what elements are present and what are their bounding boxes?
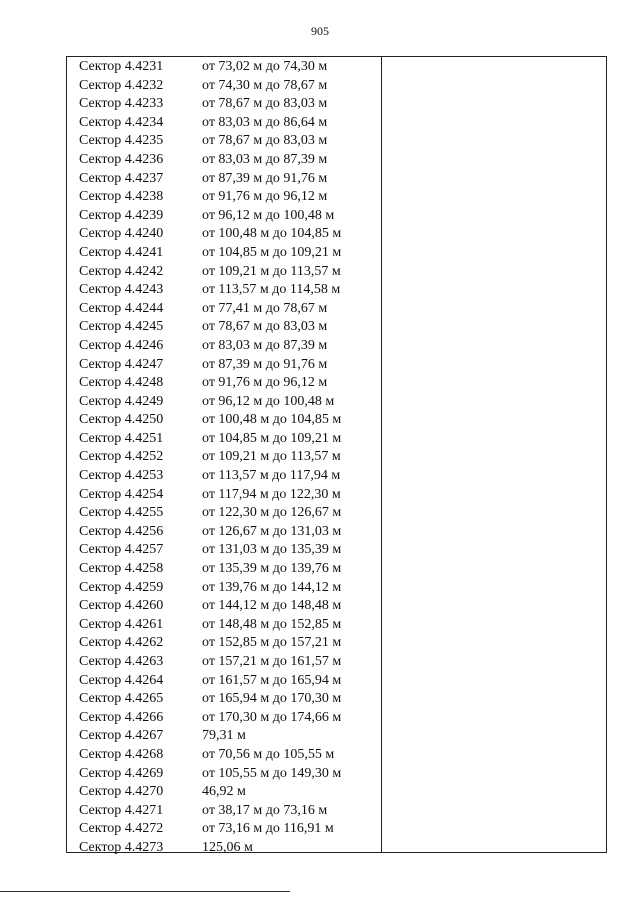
sector-range: от 73,16 м до 116,91 м xyxy=(202,821,334,837)
sector-label: Сектор 4.4272 xyxy=(79,821,164,837)
sector-range: от 131,03 м до 135,39 м xyxy=(202,542,342,558)
table-row xyxy=(67,765,381,784)
table-row xyxy=(67,300,381,319)
sector-range: от 161,57 м до 165,94 м xyxy=(202,672,342,688)
table-row xyxy=(67,560,381,579)
table-row xyxy=(67,132,381,151)
sector-label: Сектор 4.4255 xyxy=(79,505,164,521)
sector-range: от 170,30 м до 174,66 м xyxy=(202,709,342,725)
table-row xyxy=(67,709,381,728)
table-row xyxy=(67,430,381,449)
sector-range: от 78,67 м до 83,03 м xyxy=(202,319,328,335)
table-row xyxy=(67,151,381,170)
table-row xyxy=(67,95,381,114)
sector-label: Сектор 4.4252 xyxy=(79,449,164,465)
sector-label: Сектор 4.4242 xyxy=(79,263,164,279)
sector-label: Сектор 4.4259 xyxy=(79,579,164,595)
sector-range: 79,31 м xyxy=(202,728,246,744)
table-row xyxy=(67,170,381,189)
sector-range: от 122,30 м до 126,67 м xyxy=(202,505,342,521)
sector-label: Сектор 4.4269 xyxy=(79,765,164,781)
sector-range: от 96,12 м до 100,48 м xyxy=(202,393,335,409)
sector-table xyxy=(66,56,607,853)
sector-label: Сектор 4.4241 xyxy=(79,244,164,260)
sector-range: от 139,76 м до 144,12 м xyxy=(202,579,342,595)
sector-label: Сектор 4.4233 xyxy=(79,96,164,112)
table-row xyxy=(67,411,381,430)
sector-range: от 91,76 м до 96,12 м xyxy=(202,189,328,205)
empty-right-column xyxy=(382,57,606,852)
sector-range: от 135,39 м до 139,76 м xyxy=(202,561,342,577)
sector-range: от 73,02 м до 74,30 м xyxy=(202,59,328,74)
sector-range: от 78,67 м до 83,03 м xyxy=(202,133,328,149)
sector-label: Сектор 4.4273 xyxy=(79,839,164,855)
sector-range: от 105,55 м до 149,30 м xyxy=(202,765,342,781)
sector-label: Сектор 4.4267 xyxy=(79,728,164,744)
sector-label: Сектор 4.4270 xyxy=(79,784,164,800)
sector-range: 46,92 м xyxy=(202,784,246,800)
sector-label: Сектор 4.4237 xyxy=(79,170,164,186)
table-row xyxy=(67,58,381,77)
sector-label: Сектор 4.4262 xyxy=(79,635,164,651)
sector-label: Сектор 4.4271 xyxy=(79,802,164,818)
sector-label: Сектор 4.4256 xyxy=(79,523,164,539)
sector-label: Сектор 4.4261 xyxy=(79,616,164,632)
sector-label: Сектор 4.4253 xyxy=(79,468,164,484)
table-row xyxy=(67,616,381,635)
sector-label: Сектор 4.4254 xyxy=(79,486,164,502)
sector-label: Сектор 4.4250 xyxy=(79,412,164,428)
sector-label: Сектор 4.4258 xyxy=(79,561,164,577)
sector-label: Сектор 4.4247 xyxy=(79,356,164,372)
sector-range: от 104,85 м до 109,21 м xyxy=(202,430,342,446)
table-row xyxy=(67,263,381,282)
sector-range: от 100,48 м до 104,85 м xyxy=(202,412,342,428)
sector-label: Сектор 4.4257 xyxy=(79,542,164,558)
sector-label: Сектор 4.4236 xyxy=(79,151,164,167)
sector-label: Сектор 4.4235 xyxy=(79,133,164,149)
sector-label: Сектор 4.4264 xyxy=(79,672,164,688)
sector-range: от 144,12 м до 148,48 м xyxy=(202,598,342,614)
sector-label: Сектор 4.4240 xyxy=(79,226,164,242)
sector-range: от 78,67 м до 83,03 м xyxy=(202,96,328,112)
sector-label: Сектор 4.4265 xyxy=(79,691,164,707)
sector-range: от 157,21 м до 161,57 м xyxy=(202,654,342,669)
table-row xyxy=(67,337,381,356)
sector-range: от 113,57 м до 117,94 м xyxy=(202,468,341,484)
table-row xyxy=(67,523,381,542)
table-row xyxy=(67,839,381,858)
sector-label: Сектор 4.4243 xyxy=(79,282,164,298)
sector-label: Сектор 4.4238 xyxy=(79,189,164,205)
table-row xyxy=(67,746,381,765)
sector-range: от 70,56 м до 105,55 м xyxy=(202,746,335,762)
sector-range: от 38,17 м до 73,16 м xyxy=(202,802,328,818)
table-row xyxy=(67,374,381,393)
table-row xyxy=(67,393,381,412)
sector-label: Сектор 4.4231 xyxy=(79,59,164,74)
sector-range: 125,06 м xyxy=(202,839,253,855)
sector-range: от 109,21 м до 113,57 м xyxy=(202,263,341,279)
sector-range: от 91,76 м до 96,12 м xyxy=(202,375,328,391)
sector-label: Сектор 4.4244 xyxy=(79,300,164,316)
table-row xyxy=(67,820,381,839)
table-row xyxy=(67,207,381,226)
table-row xyxy=(67,727,381,746)
table-row xyxy=(67,634,381,653)
sector-range: от 126,67 м до 131,03 м xyxy=(202,523,342,539)
table-row xyxy=(67,783,381,802)
sector-range: от 117,94 м до 122,30 м xyxy=(202,486,341,502)
sector-label: Сектор 4.4263 xyxy=(79,654,164,669)
table-row xyxy=(67,541,381,560)
sector-range: от 77,41 м до 78,67 м xyxy=(202,300,328,316)
sector-label: Сектор 4.4246 xyxy=(79,337,164,353)
sector-range: от 87,39 м до 91,76 м xyxy=(202,356,328,372)
sector-label: Сектор 4.4251 xyxy=(79,430,164,446)
table-row xyxy=(67,281,381,300)
table-row xyxy=(67,504,381,523)
sector-range: от 83,03 м до 86,64 м xyxy=(202,114,328,130)
table-row xyxy=(67,114,381,133)
sector-label: Сектор 4.4234 xyxy=(79,114,164,130)
sector-range: от 165,94 м до 170,30 м xyxy=(202,691,342,707)
sector-label: Сектор 4.4232 xyxy=(79,77,164,93)
table-row xyxy=(67,244,381,263)
table-row xyxy=(67,225,381,244)
sector-range: от 113,57 м до 114,58 м xyxy=(202,282,341,298)
table-row xyxy=(67,486,381,505)
sector-range: от 87,39 м до 91,76 м xyxy=(202,170,328,186)
sector-label: Сектор 4.4245 xyxy=(79,319,164,335)
sector-range: от 83,03 м до 87,39 м xyxy=(202,337,328,353)
sector-range: от 104,85 м до 109,21 м xyxy=(202,244,342,260)
table-row xyxy=(67,467,381,486)
sector-label: Сектор 4.4239 xyxy=(79,207,164,223)
page-number: 905 xyxy=(311,24,329,38)
sector-range: от 152,85 м до 157,21 м xyxy=(202,635,342,651)
table-row xyxy=(67,579,381,598)
table-row xyxy=(67,318,381,337)
sector-range: от 148,48 м до 152,85 м xyxy=(202,616,342,632)
sector-range: от 83,03 м до 87,39 м xyxy=(202,151,328,167)
table-row xyxy=(67,356,381,375)
table-row xyxy=(67,597,381,616)
table-row xyxy=(67,690,381,709)
sector-range: от 74,30 м до 78,67 м xyxy=(202,77,328,93)
sector-range: от 109,21 м до 113,57 м xyxy=(202,449,341,465)
sector-range: от 96,12 м до 100,48 м xyxy=(202,207,335,223)
sector-label: Сектор 4.4268 xyxy=(79,746,164,762)
table-row xyxy=(67,653,381,672)
table-row xyxy=(67,188,381,207)
sector-label: Сектор 4.4266 xyxy=(79,709,164,725)
table-row xyxy=(67,802,381,821)
sector-label: Сектор 4.4249 xyxy=(79,393,164,409)
footer-rule xyxy=(0,891,290,892)
sector-label: Сектор 4.4248 xyxy=(79,375,164,391)
sector-range: от 100,48 м до 104,85 м xyxy=(202,226,342,242)
sector-rows xyxy=(67,58,381,858)
sector-label: Сектор 4.4260 xyxy=(79,598,164,614)
table-row xyxy=(67,77,381,96)
table-row xyxy=(67,448,381,467)
table-row xyxy=(67,672,381,691)
